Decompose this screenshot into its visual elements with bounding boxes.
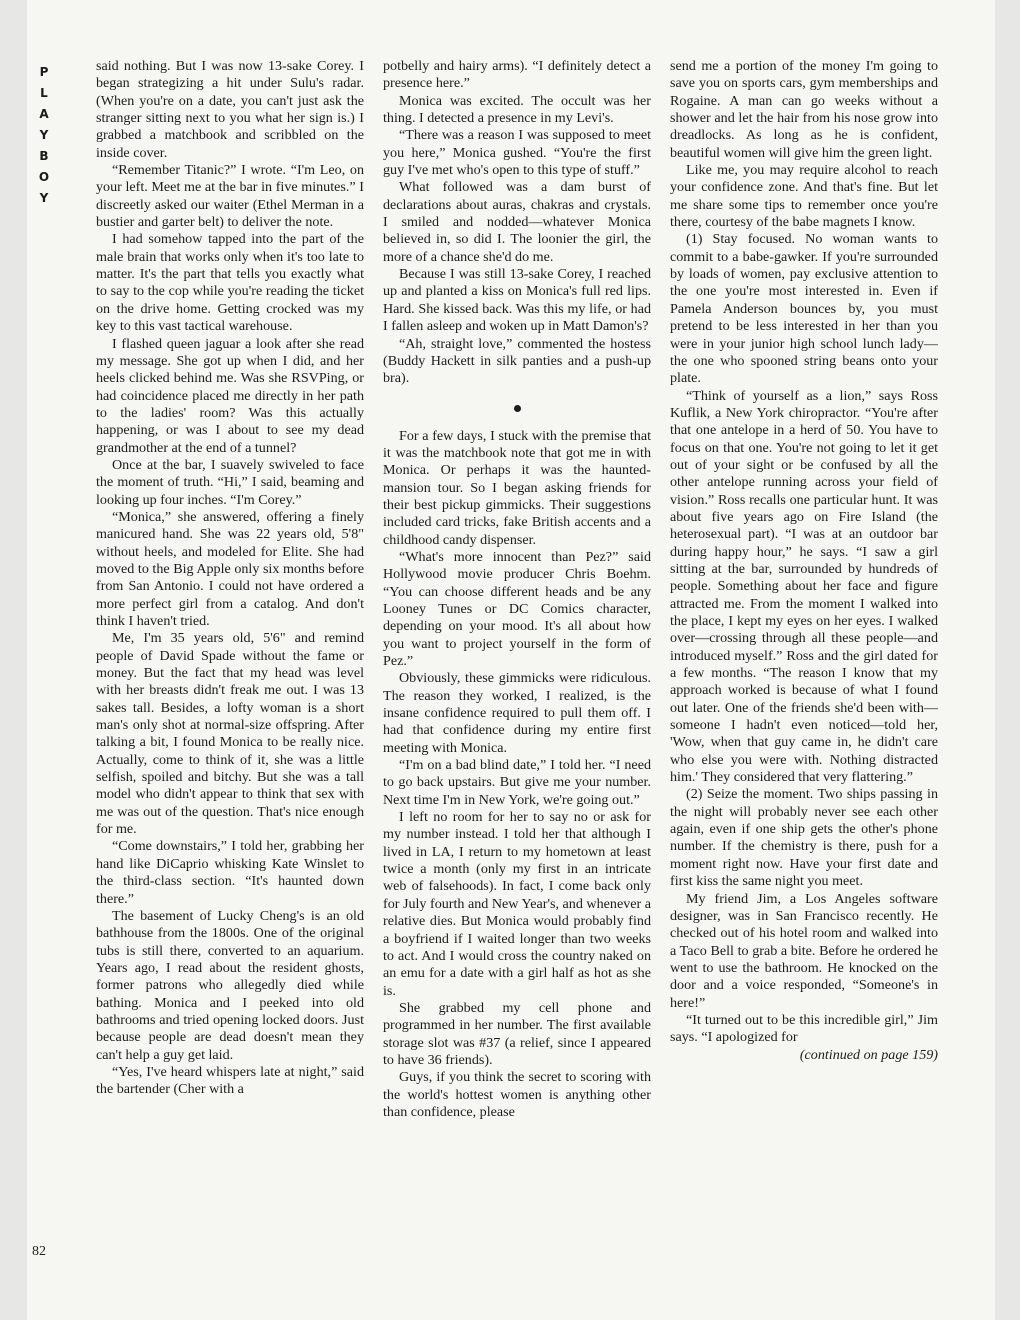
page-number: 82 [32,1244,46,1259]
paragraph: “Yes, I've heard whispers late at night,” said the bartender (Cher with a [96,1063,364,1098]
label-letter: A [39,107,49,121]
section-break-dot [383,388,651,428]
paragraph: (1) Stay focused. No woman wants to commit to a babe-gawker. If you're surrounded by loads of women, pay exclusive attention to the one you're most interested in. Even if Pamela Anderson bounces by, you must pretend to be less interested in her than you were in your junior high school lunch lady—the one who spooned string beans onto your plate. [670,231,938,387]
label-letter: L [40,86,48,100]
continued-note[interactable]: (continued on page 159) [799,1046,938,1063]
paragraph: “Remember Titanic?” I wrote. “I'm Leo, on your left. Meet me at the bar in five minutes.” I discreetly asked our waiter (Ethel Merman in a bustier and garter belt) to deliver the note. [96,162,364,231]
label-letter: P [39,65,49,79]
paragraph: I had somehow tapped into the part of the male brain that works only when it's too late to matter. It's the part that tells you exactly what to say to the cop while you're reading the ticket on the drive home. Getting crocked was my key to this vast tactical warehouse. [96,231,364,335]
paragraph: Once at the bar, I suavely swiveled to face the moment of truth. “Hi,” I said, beaming and looking up four inches. “I'm Corey.” [96,456,364,508]
label-letter: B [39,149,49,163]
paragraph: “It turned out to be this incredible girl,” Jim says. “I apologized for [670,1011,938,1046]
paragraph: Obviously, these gimmicks were ridiculous. The reason they worked, I realized, is the insane confidence required to pull them off. I had that confidence during my entire first meeting with Monica. [383,670,651,756]
paragraph: What followed was a dam burst of declarations about auras, chakras and crystals. I smiled and nodded—whatever Monica believed in, so did I. The loonier the girl, the more of a chance she'd do me. [383,179,651,265]
paragraph: I flashed queen jaguar a look after she read my message. She got up when I did, and her heels clicked behind me. Was she RSVPing, or had coincidence placed me directly in her path to the ladies' room? Was this actually happening, or was I about to see my dead grandmother at the end of a tunnel? [96,335,364,456]
paragraph: Monica was excited. The occult was her thing. I detected a presence in my Levi's. [383,92,651,127]
paragraph: Like me, you may require alcohol to reach your confidence zone. And that's fine. But let me share some tips to remember once you're there, courtesy of the babe magnets I know. [670,162,938,231]
label-letter: O [38,170,50,184]
paragraph: Because I was still 13-sake Corey, I reached up and planted a kiss on Monica's full red lips. Hard. She kissed back. Was this my life, or had I fallen asleep and woken up in Matt Damon's? [383,266,651,335]
paragraph: said nothing. But I was now 13-sake Corey. I began strategizing a hit under Sulu's radar. (When you're on a date, you can't just ask the stranger sitting next to you what her sign is.) I grabbed a matchbook and scribbled on the inside cover. [96,58,364,161]
paragraph: The basement of Lucky Cheng's is an old bathhouse from the 1800s. One of the original tubs is still there, converted to an aquarium. Years ago, I read about the resident ghosts, former patrons who allegedly died while bathing. Monica and I peeked into old bathrooms and tried opening locked doors. Just because people are dead doesn't mean they can't help a guy get laid. [96,907,364,1063]
paragraph: She grabbed my cell phone and programmed in her number. The first available storage slot was #37 (a relief, since I appeared to have 36 friends). [383,999,651,1068]
paragraph: send me a portion of the money I'm going to save you on sports cars, gym memberships and Rogaine. A man can go weeks without a shower and let the hair from his nose grow into dreadlocks. As long as he is confident, beautiful women will give him the green light. [670,58,938,161]
paragraph: “Think of yourself as a lion,” says Ross Kuflik, a New York chiropractor. “You're after that one antelope in a herd of 50. You have to focus on that one. You're not going to let it get out of your sight or be confused by all the other antelope running across your field of vision.” Ross recalls one particular hunt. It was about five years ago on Fire Island (the heterosexual part). “I was at an outdoor bar during happy hour,” he says. “I saw a girl sitting at the bar, surrounded by hundreds of people. Something about her face and figure attracted me. From the moment I walked into the place, I kept my eyes on her eyes. I walked over—crossing through all these people—and introduced myself.” Ross and the girl dated for a few months. “The reason I know that my approach worked is because of what I found out later. One of the friends she'd been with—someone I hadn't even noticed—told her, 'Wow, when that guy came in, he didn't care who else you were with. Nothing distracted him.' They considered that very flattering.” [670,387,938,786]
text-column-3 [670,58,938,1064]
paragraph: My friend Jim, a Los Angeles software designer, was in San Francisco recently. He checked out of his hotel room and walked into a Taco Bell to grab a bite. Before he ordered he went to use the bathroom. He knocked on the door and a voice responded, “Someone's in here!” [670,890,938,1011]
paragraph: “I'm on a bad blind date,” I told her. “I need to go back upstairs. But give me your number. Next time I'm in New York, we're going out.” [383,757,651,808]
paragraph: Me, I'm 35 years old, 5'6" and remind people of David Spade without the fame or money. But the fact that my head was level with her breasts didn't freak me out. I was 13 sakes tall. Besides, a lofty woman is a short man's only shot at normal-size offspring. After talking a bit, I found Monica to be really nice. Actually, come to think of it, she was a little selfish, spoiled and bitchy. But she was a tall model who didn't appear to think that sex with me was out of the question. That's nice enough for me. [96,630,364,838]
paragraph: potbelly and hairy arms). “I definitely detect a presence here.” [383,58,651,92]
paragraph: “Monica,” she answered, offering a finely manicured hand. She was 22 years old, 5'8" without heels, and modeled for Elite. She had moved to the Big Apple only six months before from San Antonio. I could not have ordered a more perfect girl from a catalog. And don't think I haven't tried. [96,508,364,629]
paragraph: For a few days, I stuck with the premise that it was the matchbook note that got me in with Monica. Or perhaps it was the haunted-mansion tour. So I began asking friends for their best pickup gimmicks. Their suggestions included card tricks, fake British accents and a childhood candy dispenser. [383,427,651,548]
text-column-1 [96,58,364,1099]
magazine-label [36,62,52,209]
text-column-2 [383,58,651,1121]
label-letter: Y [39,128,49,142]
paragraph: (2) Seize the moment. Two ships passing in the night will probably never see each other again, even if one ship gets the other's phone number. If the chemistry is there, push for a moment right now. Have your first date and first kiss the same night you meet. [670,786,938,890]
paragraph: Guys, if you think the secret to scoring with the world's hottest women is anything other than confidence, please [383,1069,651,1120]
paragraph: “Come downstairs,” I told her, grabbing her hand like DiCaprio whisking Kate Winslet to the third-class section. “It's haunted down there.” [96,838,364,907]
paragraph: “Ah, straight love,” commented the hostess (Buddy Hackett in silk panties and a push-up bra). [383,335,651,387]
paragraph: “There was a reason I was supposed to meet you here,” Monica gushed. “You're the first guy I've met who's open to this type of stuff.” [383,127,651,179]
paragraph: “What's more innocent than Pez?” said Hollywood movie producer Chris Boehm. “You can choose different heads and be any Looney Tunes or DC Comics character, depending on your mood. It's all about how you want to project yourself in the form of Pez.” [383,548,651,669]
paragraph: I left no room for her to say no or ask for my number instead. I told her that although I lived in LA, I return to my hometown at least twice a month (only my first in an intricate web of falsehoods). In fact, I come back only for July fourth and New Year's, and whenever a relative dies. But Monica would probably find a boyfriend if I waited longer than two weeks to act. And I would cross the country naked on an emu for a date with a girl half as hot as she is. [383,809,651,999]
label-letter: Y [39,191,49,205]
